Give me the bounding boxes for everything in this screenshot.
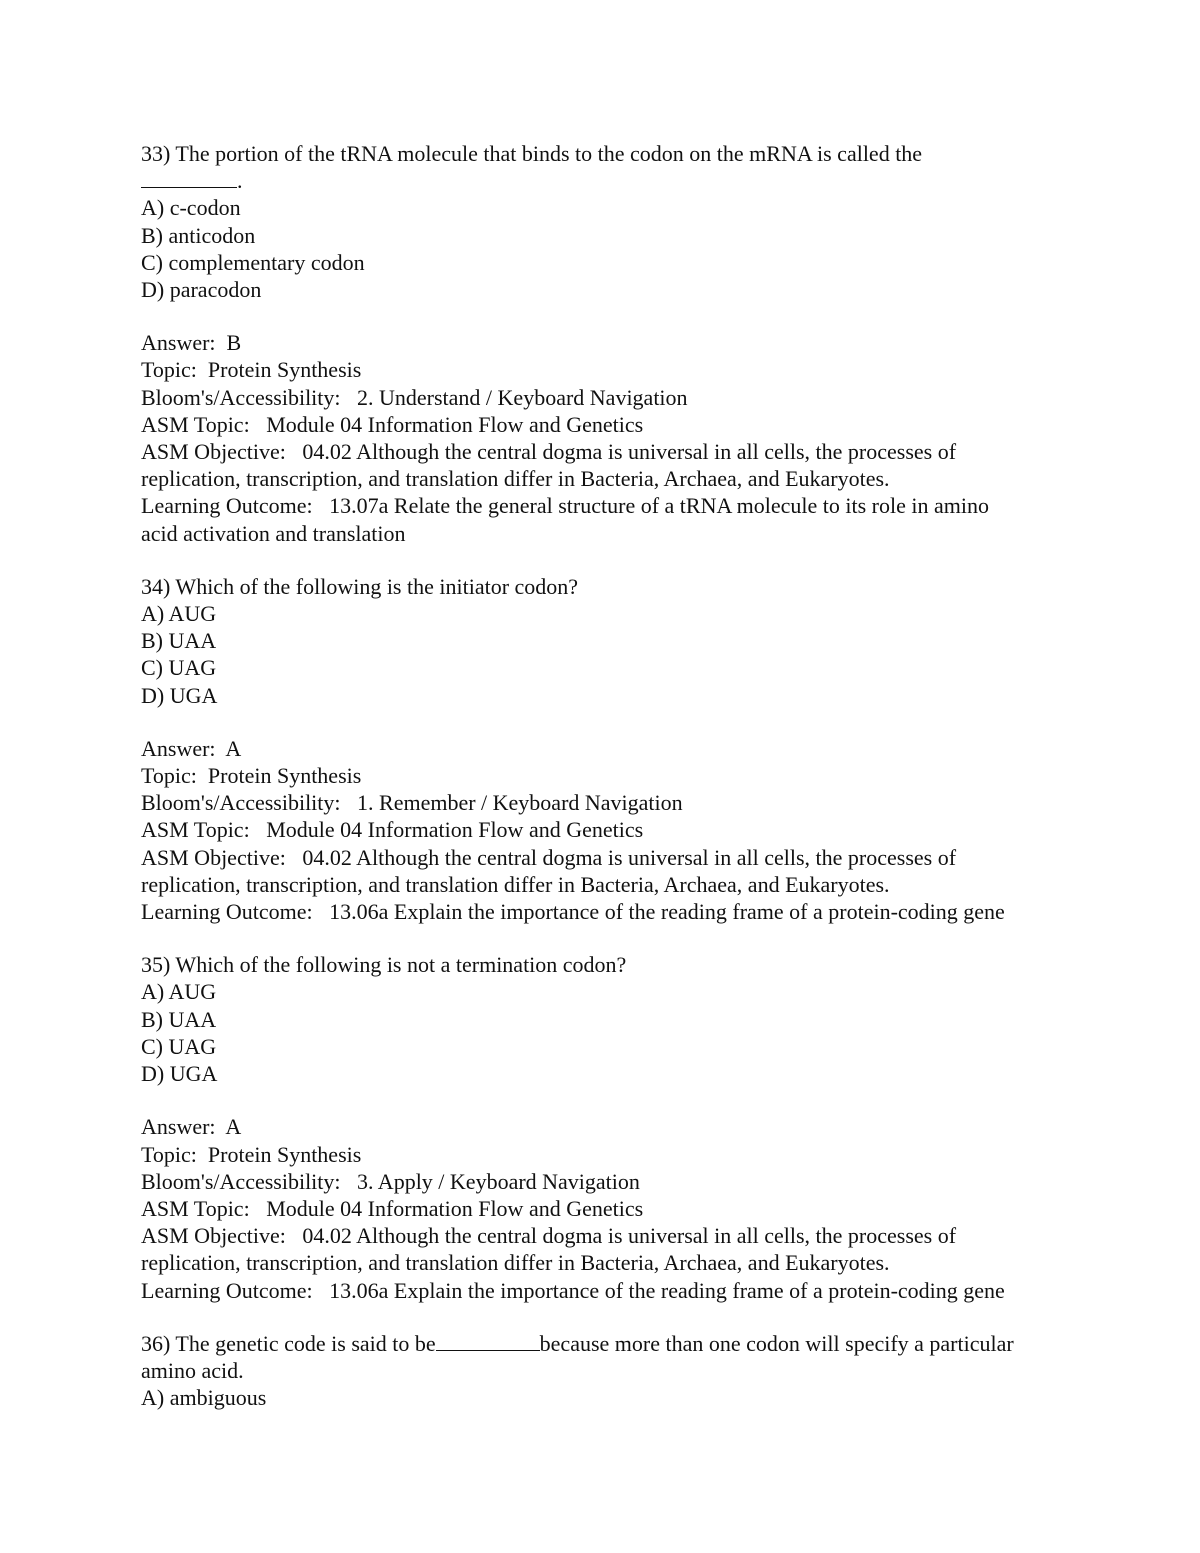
learning-outcome-line: Learning Outcome: 13.06a Explain the importance of the reading frame of a protein-coding gene <box>141 1277 1005 1303</box>
asm-objective-line-2: replication, transcription, and translation differ in Bacteria, Archaea, and Eukaryotes. <box>141 1250 890 1276</box>
option-b: B) UAA <box>141 1006 217 1032</box>
topic-line: Topic: Protein Synthesis <box>141 357 362 383</box>
question-stem: 33) The portion of the tRNA molecule that binds to the codon on the mRNA is called the <box>141 141 923 166</box>
question-35 <box>141 951 1071 1303</box>
answer-value: A <box>225 735 242 761</box>
answer-blank <box>436 1332 540 1351</box>
option-c: C) UAG <box>141 1033 217 1059</box>
asm-objective-line: ASM Objective: 04.02 Although the central dogma is universal in all cells, the processes of <box>141 439 957 465</box>
option-a: A) ambiguous <box>141 1385 267 1411</box>
document-page <box>141 140 1071 1411</box>
question-stem: 34) Which of the following is the initiator codon? <box>141 573 579 599</box>
question-33 <box>141 140 1071 547</box>
answer-value: B <box>226 330 242 356</box>
answer-line: Answer: A <box>141 1114 242 1140</box>
learning-outcome-line-2: acid activation and translation <box>141 520 406 546</box>
blooms-line: Bloom's/Accessibility: 1. Remember / Keyboard Navigation <box>141 790 683 816</box>
option-b: B) anticodon <box>141 222 256 248</box>
option-a: A) AUG <box>141 601 217 627</box>
asm-objective-line: ASM Objective: 04.02 Although the central dogma is universal in all cells, the processes of <box>141 844 957 870</box>
answer-metadata <box>141 329 1071 547</box>
answer-blank <box>141 169 237 188</box>
answer-metadata <box>141 1113 1071 1303</box>
question-stem: 36) The genetic code is said to be because more than one codon will specify a particular <box>141 1330 1014 1356</box>
asm-objective-line-2: replication, transcription, and translation differ in Bacteria, Archaea, and Eukaryotes. <box>141 466 890 492</box>
question-36 <box>141 1330 1071 1412</box>
question-stem-line-2: amino acid. <box>141 1357 244 1383</box>
option-d: D) UGA <box>141 1061 218 1087</box>
option-c: C) UAG <box>141 655 217 681</box>
option-a: A) AUG <box>141 979 217 1005</box>
option-d: D) paracodon <box>141 277 262 303</box>
topic-line: Topic: Protein Synthesis <box>141 763 362 789</box>
answer-metadata <box>141 735 1071 925</box>
learning-outcome-line: Learning Outcome: 13.06a Explain the importance of the reading frame of a protein-coding gene <box>141 899 1005 925</box>
question-stem-blank: . <box>141 167 1071 194</box>
asm-topic-line: ASM Topic: Module 04 Information Flow and Genetics <box>141 817 644 843</box>
topic-line: Topic: Protein Synthesis <box>141 1141 362 1167</box>
asm-objective-line: ASM Objective: 04.02 Although the central dogma is universal in all cells, the processes of <box>141 1223 957 1249</box>
blooms-line: Bloom's/Accessibility: 3. Apply / Keyboard Navigation <box>141 1168 640 1194</box>
learning-outcome-line: Learning Outcome: 13.07a Relate the general structure of a tRNA molecule to its role in amino <box>141 493 989 519</box>
answer-value: A <box>225 1114 242 1140</box>
blooms-line: Bloom's/Accessibility: 2. Understand / Keyboard Navigation <box>141 384 688 410</box>
question-34 <box>141 573 1071 925</box>
option-b: B) UAA <box>141 628 217 654</box>
option-a: A) c-codon <box>141 195 241 221</box>
asm-objective-line-2: replication, transcription, and translation differ in Bacteria, Archaea, and Eukaryotes. <box>141 871 890 897</box>
asm-topic-line: ASM Topic: Module 04 Information Flow and Genetics <box>141 411 644 437</box>
asm-topic-line: ASM Topic: Module 04 Information Flow and Genetics <box>141 1195 644 1221</box>
question-stem: 35) Which of the following is not a termination codon? <box>141 952 627 978</box>
option-c: C) complementary codon <box>141 249 365 275</box>
answer-line: Answer: A <box>141 735 242 761</box>
answer-line: Answer: B <box>141 330 242 356</box>
option-d: D) UGA <box>141 682 218 708</box>
